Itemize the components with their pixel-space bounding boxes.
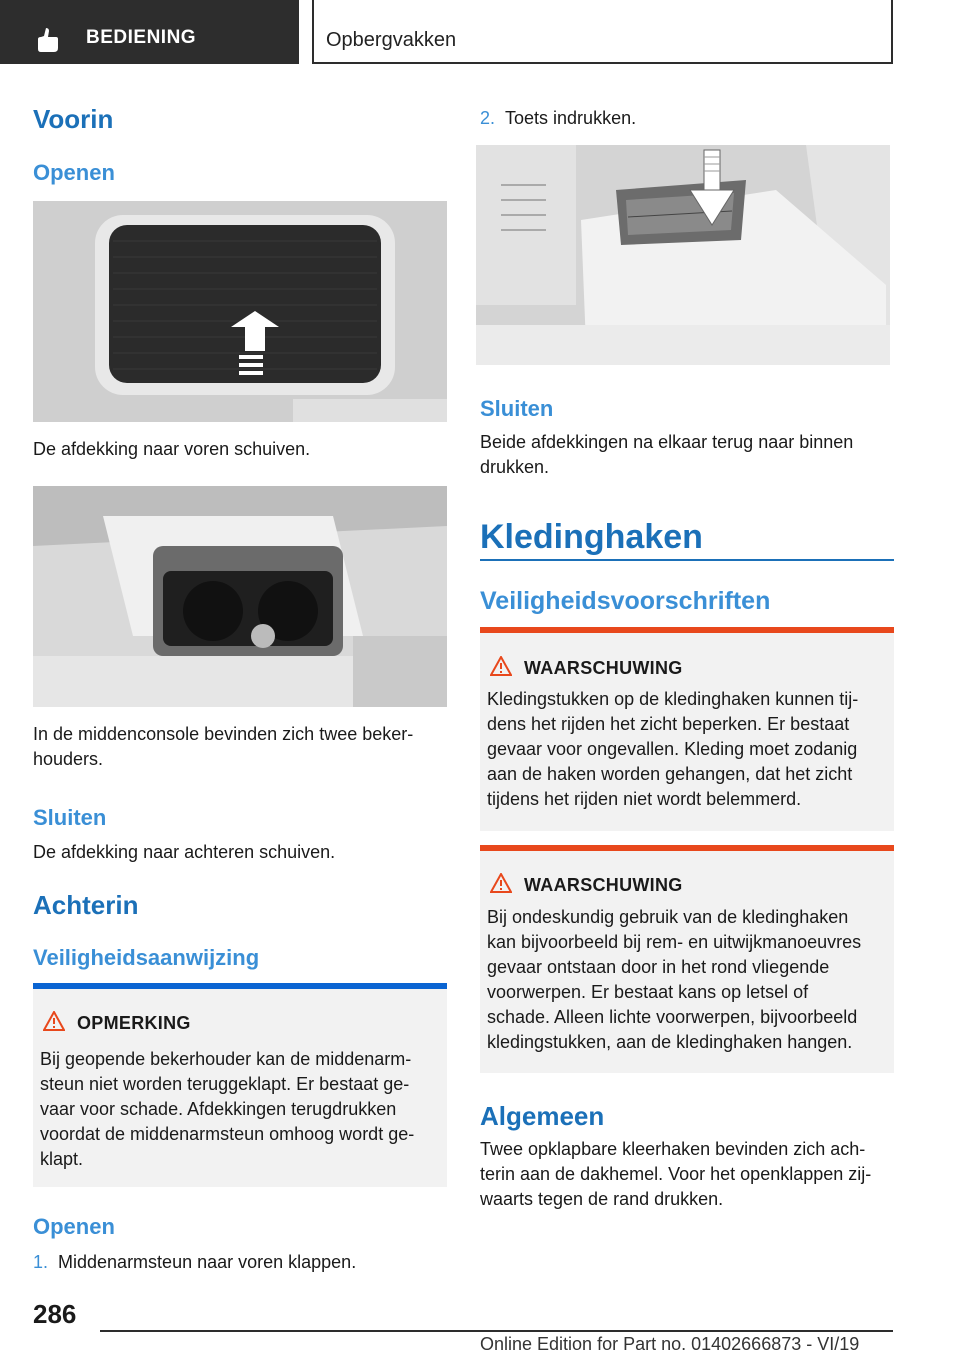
warning-box-2	[480, 845, 894, 1073]
heading-veiligheidsaanwijzing: Veiligheidsaanwijzing	[33, 945, 260, 970]
warning-body-1: Kledingstukken op de kledinghaken kunnen tij- dens het rijden het zicht beperken. Er bestaat gevaar voor ongevallen. Kleding moet zodanig aan de haken worden gehangen, dat het zicht tijdens het rijden niet wordt belemmerd.	[487, 689, 859, 809]
heading-openen-achterin: Openen	[33, 1214, 115, 1239]
notice-box	[33, 983, 447, 1187]
text-sluiten-left: De afdekking naar achteren schuiven.	[33, 842, 336, 862]
warning-title-1: WAARSCHUWING	[524, 658, 683, 678]
heading-sluiten-right: Sluiten	[480, 396, 554, 421]
step-2-number: 2.	[480, 108, 496, 128]
warning-body-2: Bij ondeskundig gebruik van de kledinghaken kan bijvoorbeeld bij rem- en uitwijkmanoeuvres gevaar ontstaan door in het rond vliegende voorwerpen. Er bestaat kans op letsel of schade. Alleen lichte voorwerpen, bijvoorbeeld kledingstukken, aan de kledinghaken hangen.	[487, 907, 862, 1052]
notice-title: OPMERKING	[77, 1013, 191, 1033]
hand-pointer-icon	[34, 27, 62, 53]
page-number: 286	[33, 1299, 77, 1329]
heading-achterin: Achterin	[33, 890, 139, 920]
heading-veiligheidsvoorschriften: Veiligheidsvoorschriften	[480, 587, 771, 615]
photo-armrest-button	[476, 145, 890, 365]
warning-triangle-icon	[43, 1011, 65, 1031]
warning-triangle-icon	[490, 656, 512, 676]
console-cover-illustration	[33, 201, 447, 422]
text-algemeen: Twee opklapbare kleerhaken bevinden zich ach- terin aan de dakhemel. Voor het openklappen zij- waarts tegen de rand drukken.	[480, 1139, 872, 1209]
notice-body: Bij geopende bekerhouder kan de middenarm- steun niet worden teruggeklapt. Er bestaat ge- vaar voor schade. Afdekkingen terugdrukken voordat de middenarmsteun omhoog wordt ge- klapt.	[40, 1049, 415, 1169]
warning-bar-2	[480, 845, 894, 851]
caption-cupholders: In de middenconsole bevinden zich twee beker- houders.	[33, 724, 414, 769]
step-2	[480, 106, 894, 131]
footer-rule	[100, 1330, 893, 1332]
photo-cupholders	[33, 486, 447, 707]
chapter-title: Opbergvakken	[326, 29, 457, 51]
photo-console-cover	[33, 201, 447, 422]
step-1-number: 1.	[33, 1252, 49, 1272]
step-2-text: Toets indrukken.	[505, 108, 637, 128]
caption-cover: De afdekking naar voren schuiven.	[33, 439, 311, 459]
page-header	[0, 0, 960, 66]
warning-bar-1	[480, 627, 894, 633]
heading-kledinghaken: Kledinghaken	[480, 518, 703, 556]
warning-box-1	[480, 627, 894, 831]
notice-bar	[33, 983, 447, 989]
cupholder-illustration	[33, 486, 447, 707]
warning-triangle-icon	[490, 873, 512, 893]
heading-underline	[480, 559, 894, 561]
warning-title-2: WAARSCHUWING	[524, 875, 683, 895]
heading-voorin: Voorin	[33, 104, 114, 134]
armrest-illustration	[476, 145, 890, 365]
step-1	[33, 1250, 447, 1275]
section-title: BEDIENING	[86, 27, 197, 48]
heading-sluiten-left: Sluiten	[33, 805, 107, 830]
heading-openen: Openen	[33, 160, 115, 185]
text-sluiten-right: Beide afdekkingen na elkaar terug naar binnen drukken.	[480, 432, 854, 477]
heading-algemeen: Algemeen	[480, 1101, 605, 1131]
footer-edition: Online Edition for Part no. 01402666873 - VI/19	[480, 1334, 860, 1354]
section-tab	[0, 0, 299, 64]
step-1-text: Middenarmsteun naar voren klappen.	[58, 1252, 357, 1272]
